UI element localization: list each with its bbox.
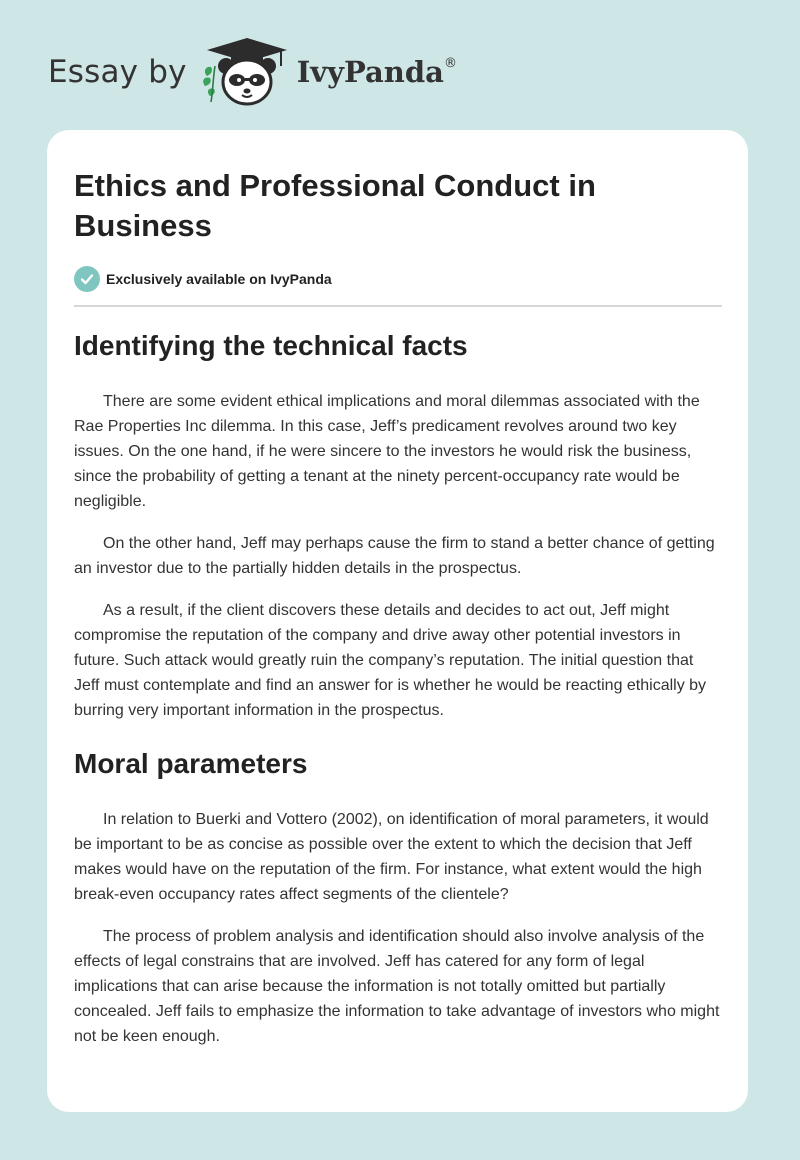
paragraph: On the other hand, Jeff may perhaps cause the firm to stand a better chance of getting an investor due to the partially hidden details in the prospectus. xyxy=(74,535,715,577)
title-divider xyxy=(74,305,722,307)
section-heading: Moral parameters xyxy=(74,748,308,779)
brand-name: IvyPanda® xyxy=(296,55,457,89)
paragraph: In relation to Buerki and Vottero (2002), on identification of moral parameters, it would be important to be as concise as possible over the extent to which the decision that Jeff makes would have on the reputation of the firm. For instance, what extent would the high break-even occupancy rates affect segments of the clientele? xyxy=(74,811,709,903)
site-logo[interactable] xyxy=(48,36,457,108)
checkmark-icon xyxy=(74,266,100,292)
essay-card xyxy=(47,130,748,1112)
exclusive-badge xyxy=(74,265,722,292)
paragraph: There are some evident ethical implications and moral dilemmas associated with the Rae Properties Inc dilemma. In this case, Jeff’s predicament revolves around two key issues. On the one hand, if he were sincere to the investors he would risk the business, since the probability of getting a tenant at the ninety percent-occupancy rate would be negligible. xyxy=(74,393,700,510)
exclusive-badge-label: Exclusively available on IvyPanda xyxy=(106,270,332,287)
page-title: Ethics and Professional Conduct in Business xyxy=(74,168,596,243)
paragraph: As a result, if the client discovers these details and decides to act out, Jeff might compromise the reputation of the company and drive away other potential investors in future. Such attack would greatly ruin the company’s reputation. The initial question that Jeff must contemplate and find an answer for is whether he would be reacting ethically by burring very important information in the prospectus. xyxy=(74,602,707,719)
section-heading: Identifying the technical facts xyxy=(74,330,468,361)
panda-mascot-icon xyxy=(201,36,293,108)
brand-prefix: Essay by xyxy=(48,54,187,90)
paragraph: The process of problem analysis and identification should also involve analysis of the effects of legal constrains that are involved. Jeff has catered for any form of legal implications that can arise because the information is not totally omitted but partially concealed. Jeff fails to emphasize the information to take advantage of investors who might not be keen enough. xyxy=(74,928,720,1045)
